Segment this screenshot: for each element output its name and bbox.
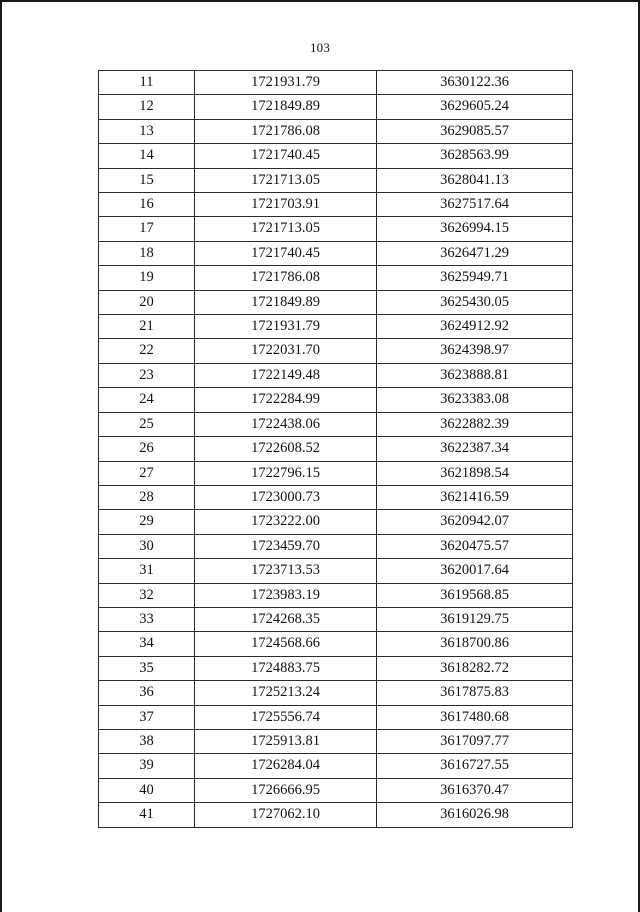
point-number-cell: 35	[99, 656, 195, 680]
y-coordinate-cell: 3621898.54	[377, 461, 573, 485]
x-coordinate-cell: 1724268.35	[195, 607, 377, 631]
point-number-cell: 23	[99, 363, 195, 387]
point-number-cell: 31	[99, 559, 195, 583]
table-row	[99, 461, 573, 485]
y-coordinate-cell: 3617097.77	[377, 729, 573, 753]
point-number-cell: 38	[99, 729, 195, 753]
point-number-cell: 21	[99, 315, 195, 339]
table-row	[99, 559, 573, 583]
point-number-cell: 41	[99, 803, 195, 827]
table-row	[99, 339, 573, 363]
x-coordinate-cell: 1721849.89	[195, 290, 377, 314]
y-coordinate-cell: 3620942.07	[377, 510, 573, 534]
x-coordinate-cell: 1723983.19	[195, 583, 377, 607]
table-row	[99, 656, 573, 680]
y-coordinate-cell: 3620475.57	[377, 534, 573, 558]
y-coordinate-cell: 3627517.64	[377, 193, 573, 217]
table-row	[99, 632, 573, 656]
coordinate-table-body	[99, 71, 573, 828]
point-number-cell: 12	[99, 95, 195, 119]
point-number-cell: 16	[99, 193, 195, 217]
table-row	[99, 388, 573, 412]
point-number-cell: 36	[99, 681, 195, 705]
x-coordinate-cell: 1721703.91	[195, 193, 377, 217]
y-coordinate-cell: 3623888.81	[377, 363, 573, 387]
table-row	[99, 363, 573, 387]
y-coordinate-cell: 3626994.15	[377, 217, 573, 241]
y-coordinate-cell: 3628563.99	[377, 144, 573, 168]
x-coordinate-cell: 1721786.08	[195, 119, 377, 143]
y-coordinate-cell: 3616026.98	[377, 803, 573, 827]
table-row	[99, 71, 573, 95]
point-number-cell: 14	[99, 144, 195, 168]
scan-border-left	[0, 0, 2, 912]
table-row	[99, 315, 573, 339]
point-number-cell: 26	[99, 437, 195, 461]
x-coordinate-cell: 1721931.79	[195, 315, 377, 339]
table-row	[99, 119, 573, 143]
y-coordinate-cell: 3617480.68	[377, 705, 573, 729]
table-row	[99, 803, 573, 827]
x-coordinate-cell: 1722284.99	[195, 388, 377, 412]
point-number-cell: 33	[99, 607, 195, 631]
table-row	[99, 583, 573, 607]
x-coordinate-cell: 1723000.73	[195, 485, 377, 509]
y-coordinate-cell: 3616727.55	[377, 754, 573, 778]
table-row	[99, 290, 573, 314]
x-coordinate-cell: 1721713.05	[195, 217, 377, 241]
point-number-cell: 15	[99, 168, 195, 192]
x-coordinate-cell: 1726666.95	[195, 778, 377, 802]
y-coordinate-cell: 3620017.64	[377, 559, 573, 583]
y-coordinate-cell: 3625949.71	[377, 266, 573, 290]
x-coordinate-cell: 1723459.70	[195, 534, 377, 558]
point-number-cell: 11	[99, 71, 195, 95]
point-number-cell: 32	[99, 583, 195, 607]
table-row	[99, 217, 573, 241]
table-row	[99, 778, 573, 802]
table-row	[99, 412, 573, 436]
x-coordinate-cell: 1722031.70	[195, 339, 377, 363]
x-coordinate-cell: 1721740.45	[195, 144, 377, 168]
point-number-cell: 19	[99, 266, 195, 290]
point-number-cell: 25	[99, 412, 195, 436]
table-row	[99, 193, 573, 217]
x-coordinate-cell: 1724883.75	[195, 656, 377, 680]
scan-border-top	[0, 0, 640, 2]
table-row	[99, 754, 573, 778]
point-number-cell: 40	[99, 778, 195, 802]
table-row	[99, 510, 573, 534]
point-number-cell: 13	[99, 119, 195, 143]
point-number-cell: 17	[99, 217, 195, 241]
point-number-cell: 28	[99, 485, 195, 509]
coordinate-table	[98, 70, 573, 828]
table-row	[99, 266, 573, 290]
x-coordinate-cell: 1722796.15	[195, 461, 377, 485]
table-row	[99, 681, 573, 705]
x-coordinate-cell: 1725913.81	[195, 729, 377, 753]
y-coordinate-cell: 3622882.39	[377, 412, 573, 436]
x-coordinate-cell: 1723222.00	[195, 510, 377, 534]
table-row	[99, 437, 573, 461]
table-row	[99, 729, 573, 753]
point-number-cell: 24	[99, 388, 195, 412]
x-coordinate-cell: 1721713.05	[195, 168, 377, 192]
y-coordinate-cell: 3618700.86	[377, 632, 573, 656]
x-coordinate-cell: 1722149.48	[195, 363, 377, 387]
point-number-cell: 37	[99, 705, 195, 729]
y-coordinate-cell: 3630122.36	[377, 71, 573, 95]
y-coordinate-cell: 3622387.34	[377, 437, 573, 461]
x-coordinate-cell: 1726284.04	[195, 754, 377, 778]
table-row	[99, 534, 573, 558]
y-coordinate-cell: 3619568.85	[377, 583, 573, 607]
page-number: 103	[309, 40, 331, 55]
x-coordinate-cell: 1721931.79	[195, 71, 377, 95]
x-coordinate-cell: 1727062.10	[195, 803, 377, 827]
point-number-cell: 34	[99, 632, 195, 656]
x-coordinate-cell: 1721740.45	[195, 241, 377, 265]
x-coordinate-cell: 1721786.08	[195, 266, 377, 290]
table-row	[99, 95, 573, 119]
table-row	[99, 168, 573, 192]
table-row	[99, 705, 573, 729]
y-coordinate-cell: 3625430.05	[377, 290, 573, 314]
y-coordinate-cell: 3629085.57	[377, 119, 573, 143]
table-row	[99, 607, 573, 631]
point-number-cell: 29	[99, 510, 195, 534]
x-coordinate-cell: 1725556.74	[195, 705, 377, 729]
x-coordinate-cell: 1724568.66	[195, 632, 377, 656]
table-row	[99, 144, 573, 168]
point-number-cell: 27	[99, 461, 195, 485]
point-number-cell: 18	[99, 241, 195, 265]
y-coordinate-cell: 3621416.59	[377, 485, 573, 509]
y-coordinate-cell: 3617875.83	[377, 681, 573, 705]
y-coordinate-cell: 3623383.08	[377, 388, 573, 412]
x-coordinate-cell: 1725213.24	[195, 681, 377, 705]
x-coordinate-cell: 1722608.52	[195, 437, 377, 461]
point-number-cell: 30	[99, 534, 195, 558]
point-number-cell: 39	[99, 754, 195, 778]
y-coordinate-cell: 3626471.29	[377, 241, 573, 265]
x-coordinate-cell: 1723713.53	[195, 559, 377, 583]
y-coordinate-cell: 3628041.13	[377, 168, 573, 192]
point-number-cell: 20	[99, 290, 195, 314]
x-coordinate-cell: 1721849.89	[195, 95, 377, 119]
y-coordinate-cell: 3616370.47	[377, 778, 573, 802]
table-row	[99, 241, 573, 265]
y-coordinate-cell: 3618282.72	[377, 656, 573, 680]
y-coordinate-cell: 3629605.24	[377, 95, 573, 119]
x-coordinate-cell: 1722438.06	[195, 412, 377, 436]
y-coordinate-cell: 3624912.92	[377, 315, 573, 339]
y-coordinate-cell: 3619129.75	[377, 607, 573, 631]
table-row	[99, 485, 573, 509]
point-number-cell: 22	[99, 339, 195, 363]
y-coordinate-cell: 3624398.97	[377, 339, 573, 363]
